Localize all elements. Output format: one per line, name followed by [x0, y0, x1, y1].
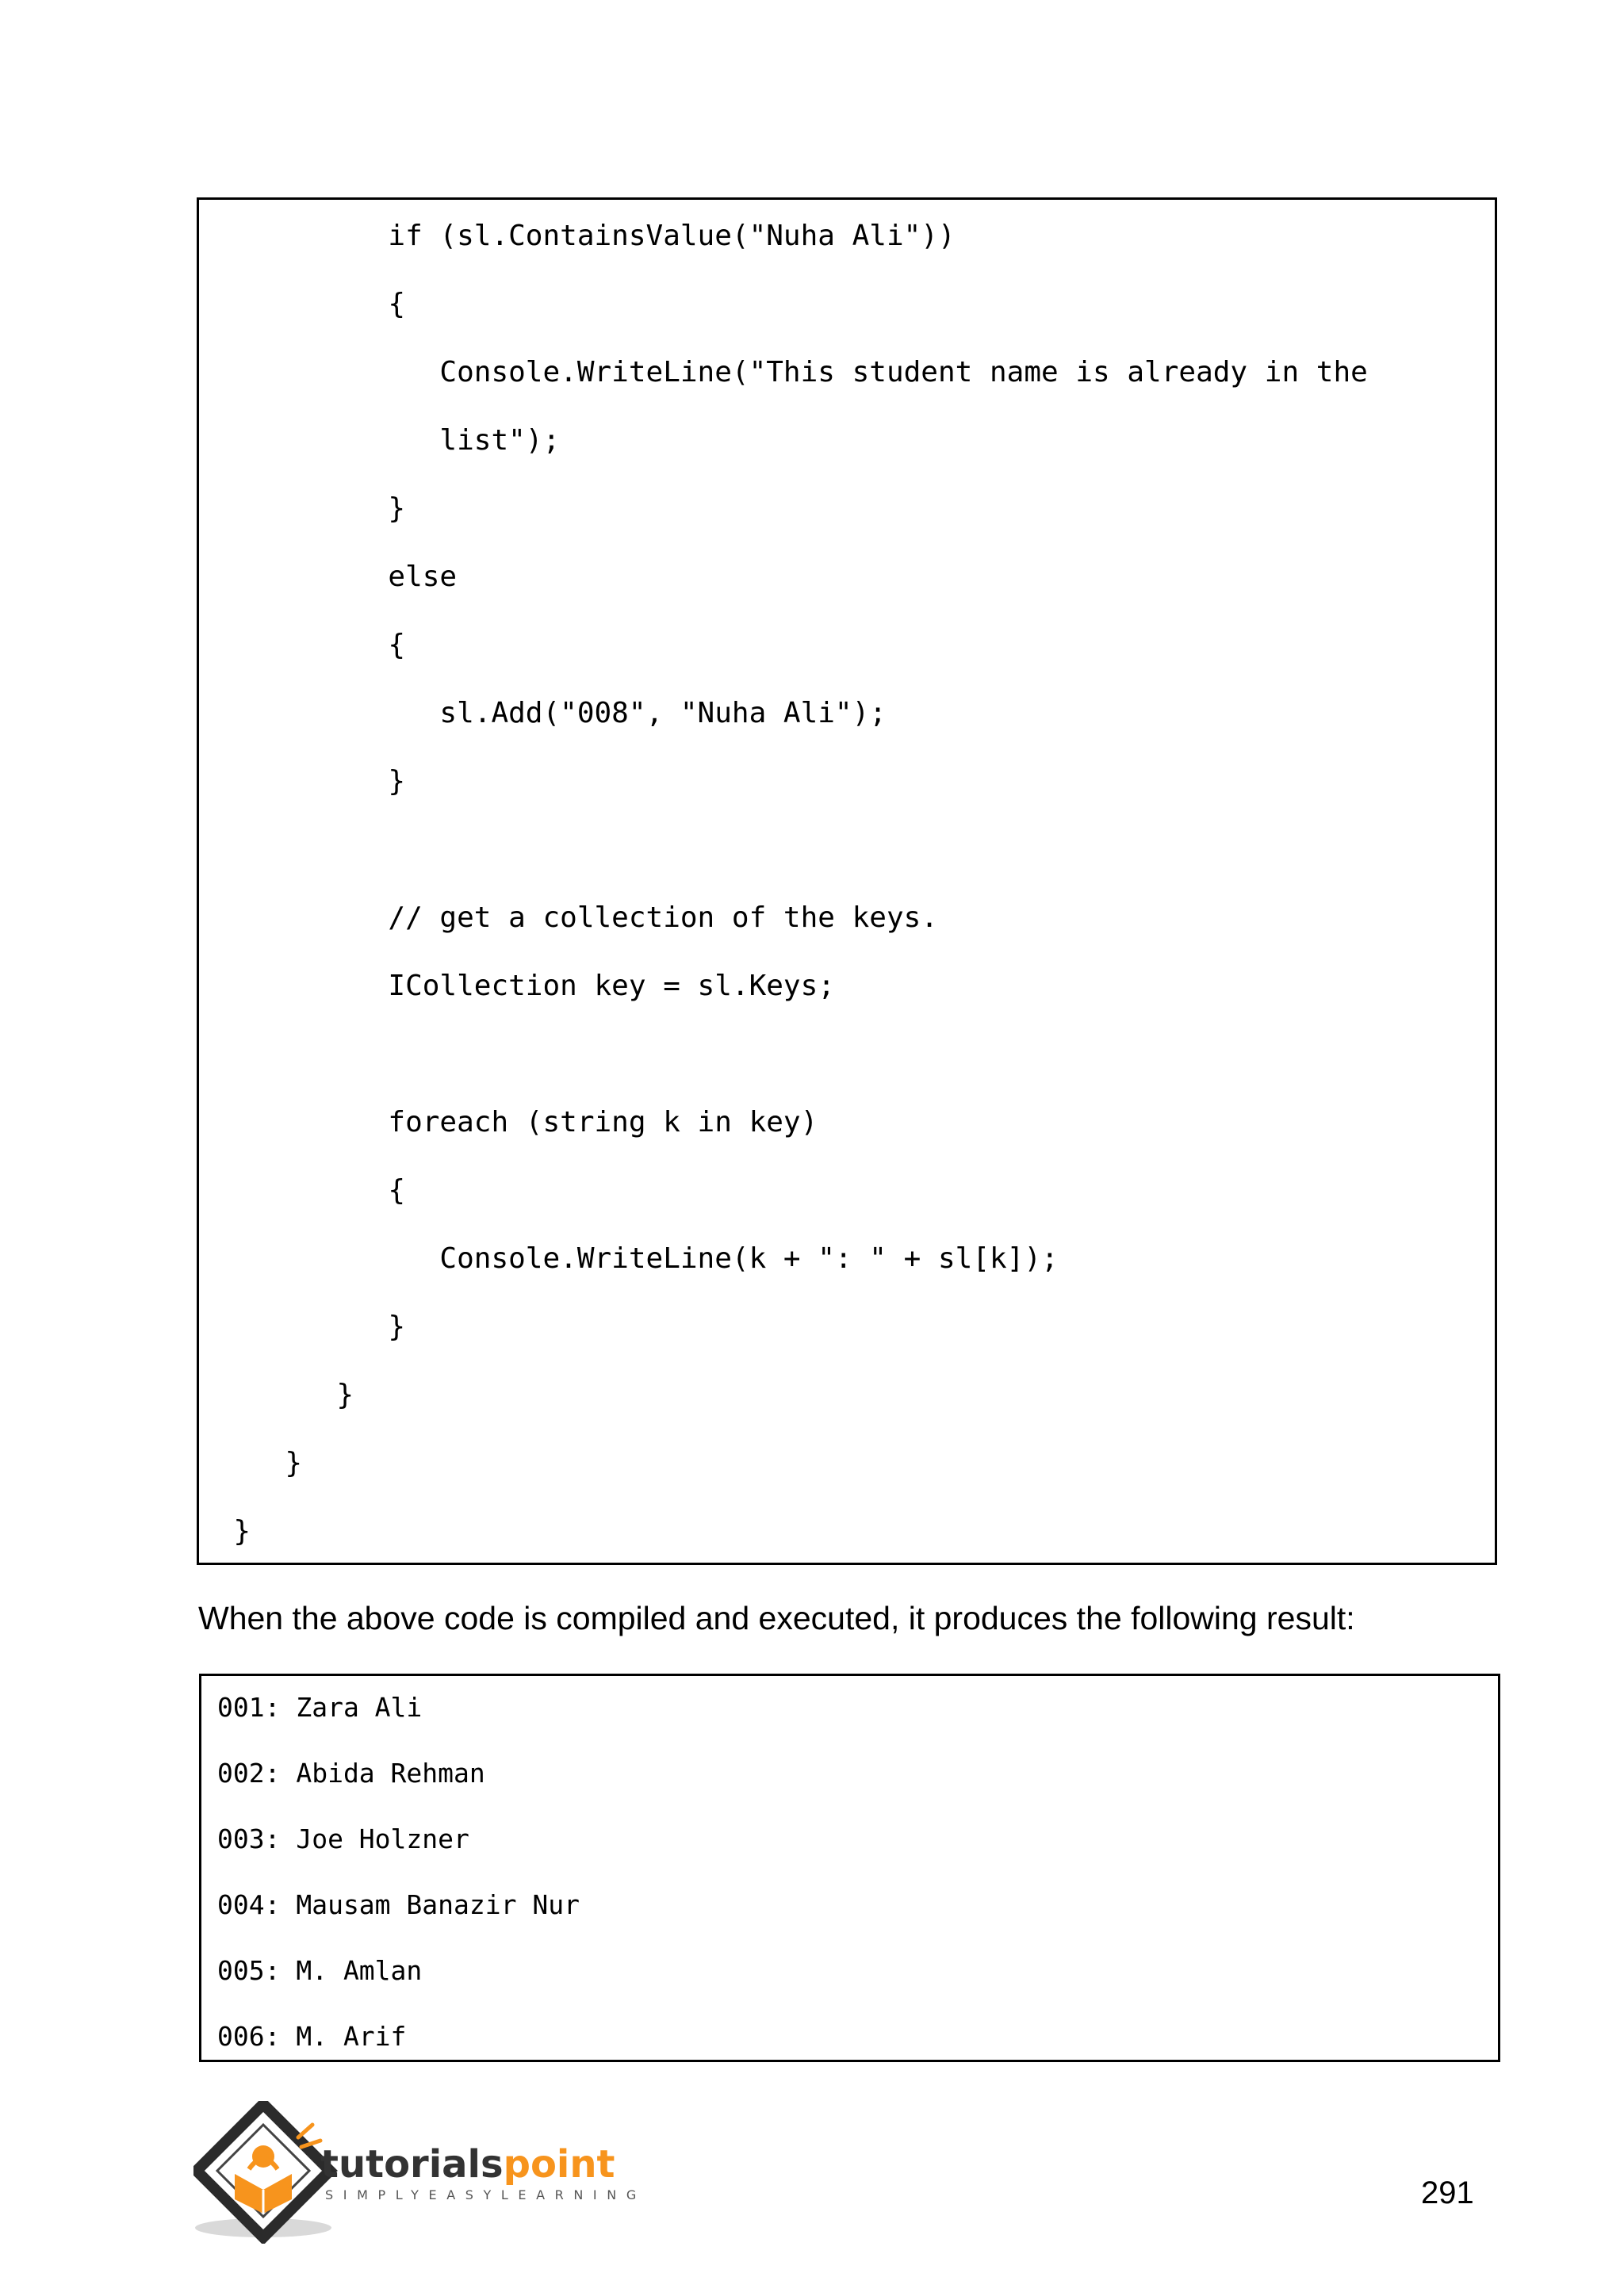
output-line: 003: Joe Holzner: [217, 1823, 469, 1854]
output-line: 002: Abida Rehman: [217, 1758, 485, 1789]
logo-brand-dark: tutorials: [320, 2142, 504, 2187]
code-listing: [197, 197, 1497, 1565]
logo-brand-accent: point: [503, 2142, 615, 2187]
output-line: 005: M. Amlan: [217, 1955, 423, 1986]
result-caption: When the above code is compiled and executed, it produces the following result:: [198, 1600, 1355, 1636]
output-line: 001: Zara Ali: [217, 1692, 423, 1723]
code-line: }: [199, 1515, 251, 1548]
code-line: }: [199, 765, 406, 798]
output-line: 006: M. Arif: [217, 2021, 407, 2052]
code-line: }: [199, 1379, 354, 1411]
code-line: {: [199, 1174, 406, 1207]
page-number: 291: [1421, 2175, 1474, 2210]
code-line: if (sl.ContainsValue("Nuha Ali")): [199, 220, 956, 252]
code-line: // get a collection of the keys.: [199, 901, 938, 934]
code-line: {: [199, 288, 406, 320]
logo-mark-icon: [193, 2101, 653, 2244]
code-line: {: [199, 629, 406, 661]
code-line: sl.Add("008", "Nuha Ali");: [199, 697, 887, 729]
code-line: list");: [199, 424, 561, 457]
code-line: Console.WriteLine("This student name is already in the: [199, 356, 1368, 388]
program-output: [199, 1674, 1500, 2062]
code-line: ICollection key = sl.Keys;: [199, 970, 835, 1002]
code-line: else: [199, 561, 458, 593]
code-line: }: [199, 492, 406, 525]
output-line: 004: Mausam Banazir Nur: [217, 1889, 580, 1920]
logo-tagline: SIMPLYEASYLEARNING: [325, 2187, 646, 2202]
code-line: }: [199, 1447, 303, 1479]
code-line: Console.WriteLine(k + ": " + sl[k]);: [199, 1242, 1059, 1275]
tutorialspoint-logo: [193, 2101, 653, 2244]
code-line: }: [199, 1311, 406, 1343]
svg-text:tutorialspoint: [320, 2142, 615, 2187]
code-line: foreach (string k in key): [199, 1106, 818, 1138]
